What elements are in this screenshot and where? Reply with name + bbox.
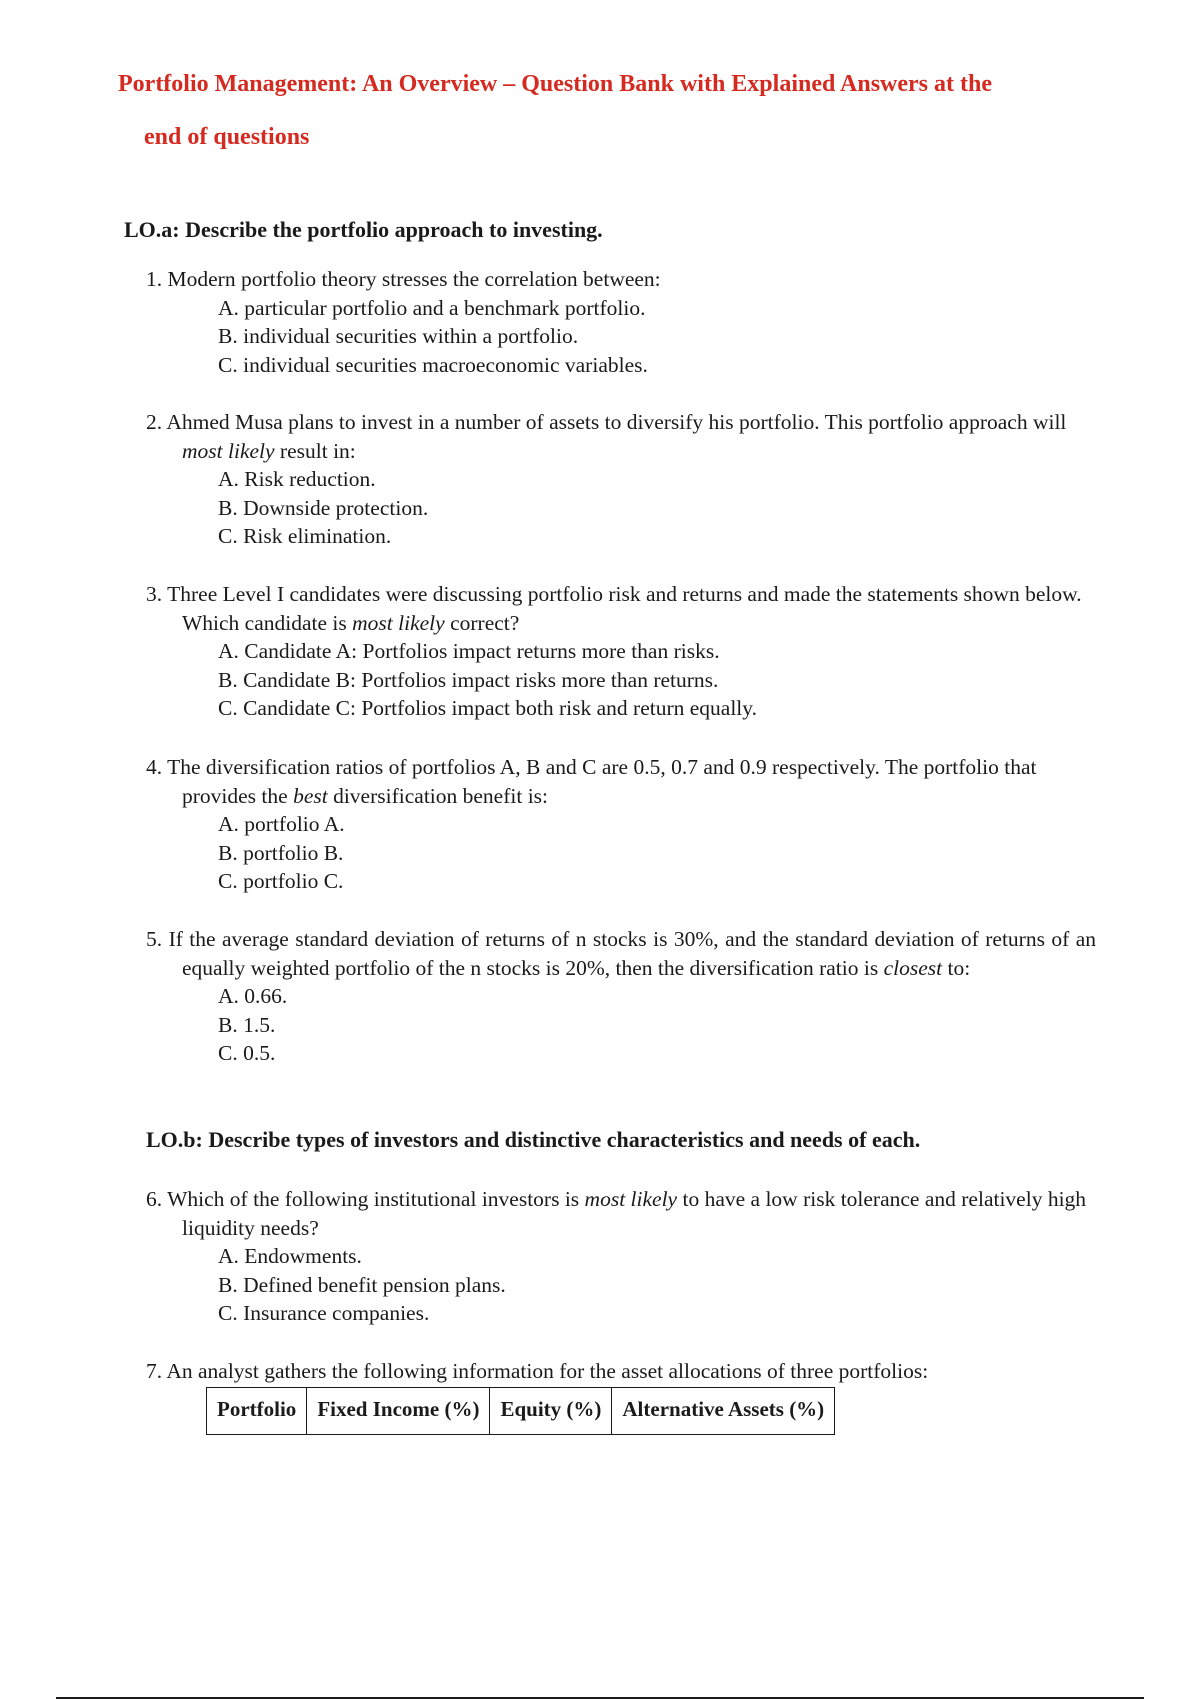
header-fixed-income: Fixed Income (%) <box>307 1388 490 1435</box>
title-line-2: end of questions <box>144 124 310 150</box>
option-b: B. portfolio B. <box>218 840 344 865</box>
question-text: Three Level I candidates were discussing portfolio risk and returns and made the statements shown below. Which candidate is <box>167 582 1082 635</box>
question-text-end: to: <box>942 955 971 980</box>
question-text: Which of the following institutional investors is <box>167 1187 585 1211</box>
question-stem <box>146 753 1096 810</box>
question-emphasis: best <box>293 783 328 808</box>
question-number: 1. <box>146 267 163 291</box>
answer-options <box>146 810 1096 896</box>
question-7 <box>146 1357 1096 1386</box>
question-3 <box>146 580 1096 723</box>
option-c: C. portfolio C. <box>218 869 344 893</box>
question-number: 2. <box>146 410 163 434</box>
question-emphasis: most likely <box>182 438 275 463</box>
document-title <box>118 58 1108 164</box>
option-c: C. Insurance companies. <box>218 1301 430 1325</box>
question-text: The diversification ratios of portfolios A, B and C are 0.5, 0.7 and 0.9 respectively. The portfolio that provides the <box>167 755 1037 808</box>
option-b: B. Candidate B: Portfolios impact risks more than returns. <box>218 667 719 692</box>
question-number: 4. <box>146 755 163 779</box>
question-stem <box>146 408 1096 465</box>
question-text-end: to have a low risk tolerance and relatively high liquidity needs? <box>182 1187 1087 1240</box>
answer-options <box>146 465 1096 551</box>
section-heading-lo-a: LO.a: Describe the portfolio approach to investing. <box>124 217 603 242</box>
option-b: B. 1.5. <box>218 1012 276 1037</box>
question-emphasis: most likely <box>352 610 445 635</box>
option-a: A. Risk reduction. <box>218 467 376 491</box>
question-number: 7. <box>146 1359 163 1383</box>
question-emphasis: closest <box>883 955 943 980</box>
asset-allocation-table <box>206 1387 835 1435</box>
header-equity: Equity (%) <box>490 1388 612 1435</box>
title-line-1: Portfolio Management: An Overview – Question Bank with Explained Answers at the <box>118 71 992 97</box>
option-b: B. individual securities within a portfolio. <box>218 324 579 348</box>
question-number: 6. <box>146 1187 163 1211</box>
section-heading-lo-b: LO.b: Describe types of investors and distinctive characteristics and needs of each. <box>146 1127 921 1152</box>
question-text-end: diversification benefit is: <box>327 783 549 808</box>
question-2 <box>146 408 1096 551</box>
option-c: C. Candidate C: Portfolios impact both risk and return equally. <box>218 696 758 720</box>
table-header-row <box>207 1388 835 1435</box>
answer-options <box>146 1242 1096 1328</box>
header-portfolio: Portfolio <box>207 1388 307 1435</box>
question-text: If the average standard deviation of returns of n stocks is 30%, and the standard deviation of returns of an equally weighted portfolio of the n stocks is 20%, then the diversification ratio is <box>168 927 1097 980</box>
answer-options <box>146 982 1096 1068</box>
question-text-end: correct? <box>444 610 520 635</box>
option-a: A. particular portfolio and a benchmark portfolio. <box>218 295 646 320</box>
option-c: C. individual securities macroeconomic variables. <box>218 352 648 377</box>
question-1 <box>146 265 1096 379</box>
question-stem <box>146 580 1096 637</box>
answer-options <box>146 637 1096 723</box>
option-a: A. Candidate A: Portfolios impact returns more than risks. <box>218 639 720 663</box>
option-a: A. Endowments. <box>218 1244 362 1268</box>
question-stem <box>146 925 1096 982</box>
question-text-end: result in: <box>274 438 356 463</box>
option-a: A. 0.66. <box>218 984 288 1008</box>
question-emphasis: most likely <box>584 1187 678 1211</box>
question-text: An analyst gathers the following information for the asset allocations of three portfolios: <box>166 1359 929 1383</box>
question-stem <box>146 265 1096 294</box>
question-5 <box>146 925 1096 1068</box>
question-text: Modern portfolio theory stresses the correlation between: <box>167 267 661 291</box>
page-bottom-rule <box>56 1697 1144 1699</box>
option-b: B. Downside protection. <box>218 495 429 520</box>
question-text: Ahmed Musa plans to invest in a number of assets to diversify his portfolio. This portfolio approach will <box>166 410 1067 434</box>
question-number: 3. <box>146 582 163 606</box>
answer-options <box>146 294 1096 380</box>
header-alternative-assets: Alternative Assets (%) <box>612 1388 835 1435</box>
option-a: A. portfolio A. <box>218 812 345 836</box>
question-number: 5. <box>146 927 163 951</box>
question-stem <box>146 1357 1096 1386</box>
question-stem <box>146 1185 1096 1242</box>
question-4 <box>146 753 1096 896</box>
option-c: C. 0.5. <box>218 1041 276 1065</box>
question-6 <box>146 1185 1096 1328</box>
option-b: B. Defined benefit pension plans. <box>218 1272 506 1297</box>
option-c: C. Risk elimination. <box>218 524 392 548</box>
